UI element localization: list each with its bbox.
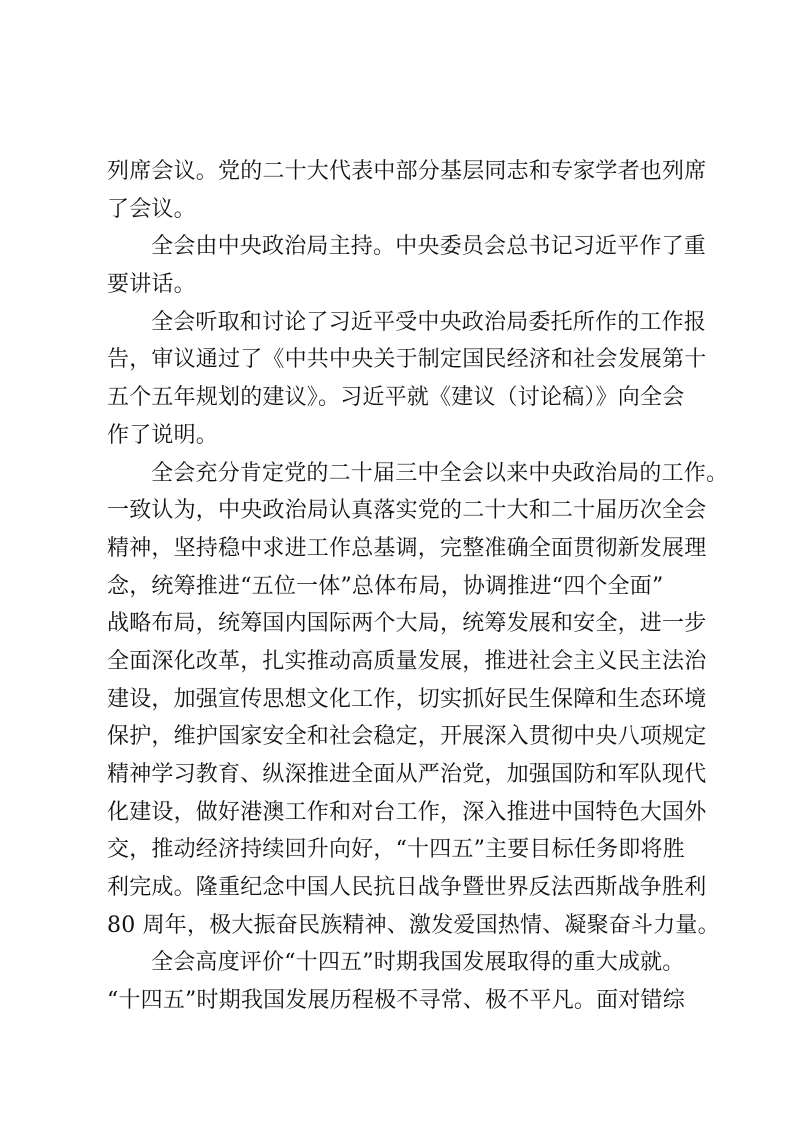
- text-line: 化建设，做好港澳工作和对台工作，深入推进中国特色大国外: [107, 799, 707, 825]
- text-line: 全会由中央政治局主持。中央委员会总书记习近平作了重: [151, 234, 707, 260]
- text-line: 战略布局，统筹国内国际两个大局，统筹发展和安全，进一步: [107, 611, 707, 637]
- text-line: 念，统筹推进“五位一体”总体布局，协调推进“四个全面”: [107, 573, 664, 599]
- document-body: [107, 153, 729, 1020]
- text-line: 全面深化改革，扎实推动高质量发展，推进社会主义民主法治: [107, 648, 707, 674]
- text-line: 要讲话。: [107, 272, 196, 298]
- text-line: 精神，坚持稳中求进工作总基调，完整准确全面贯彻新发展理: [107, 535, 707, 561]
- text-line: 利完成。隆重纪念中国人民抗日战争暨世界反法西斯战争胜利: [107, 875, 707, 901]
- text-line: 一致认为，中央政治局认真落实党的二十大和二十届历次全会: [107, 498, 707, 524]
- text-line: 精神学习教育、纵深推进全面从严治党，加强国防和军队现代: [107, 762, 707, 787]
- text-line: “十四五”时期我国发展历程极不寻常、极不平凡。面对错综: [107, 988, 685, 1014]
- text-line: 五个五年规划的建议》。习近平就《建议（讨论稿）》向全会: [107, 385, 685, 411]
- text-line: 作了说明。: [107, 422, 219, 448]
- text-line: 全会高度评价“十四五”时期我国发展取得的重大成就。: [151, 950, 685, 976]
- text-line: 列席会议。党的二十大代表中部分基层同志和专家学者也列席: [107, 159, 707, 184]
- text-line: 告，审议通过了《中共中央关于制定国民经济和社会发展第十: [107, 347, 707, 373]
- text-line: 保护，维护国家安全和社会稳定，开展深入贯彻中央八项规定: [107, 724, 707, 750]
- text-line: 交，推动经济持续回升向好，“十四五”主要目标任务即将胜: [107, 837, 685, 863]
- text-line: 全会充分肯定党的二十届三中全会以来中央政治局的工作。: [151, 460, 729, 486]
- text-line: 80 周年，极大振奋民族精神、激发爱国热情、凝聚奋斗力量。: [107, 912, 720, 938]
- text-line: 了会议。: [107, 196, 196, 222]
- text-line: 全会听取和讨论了习近平受中央政治局委托所作的工作报: [151, 309, 707, 335]
- text-line: 建设，加强宣传思想文化工作，切实抓好民生保障和生态环境: [107, 686, 707, 712]
